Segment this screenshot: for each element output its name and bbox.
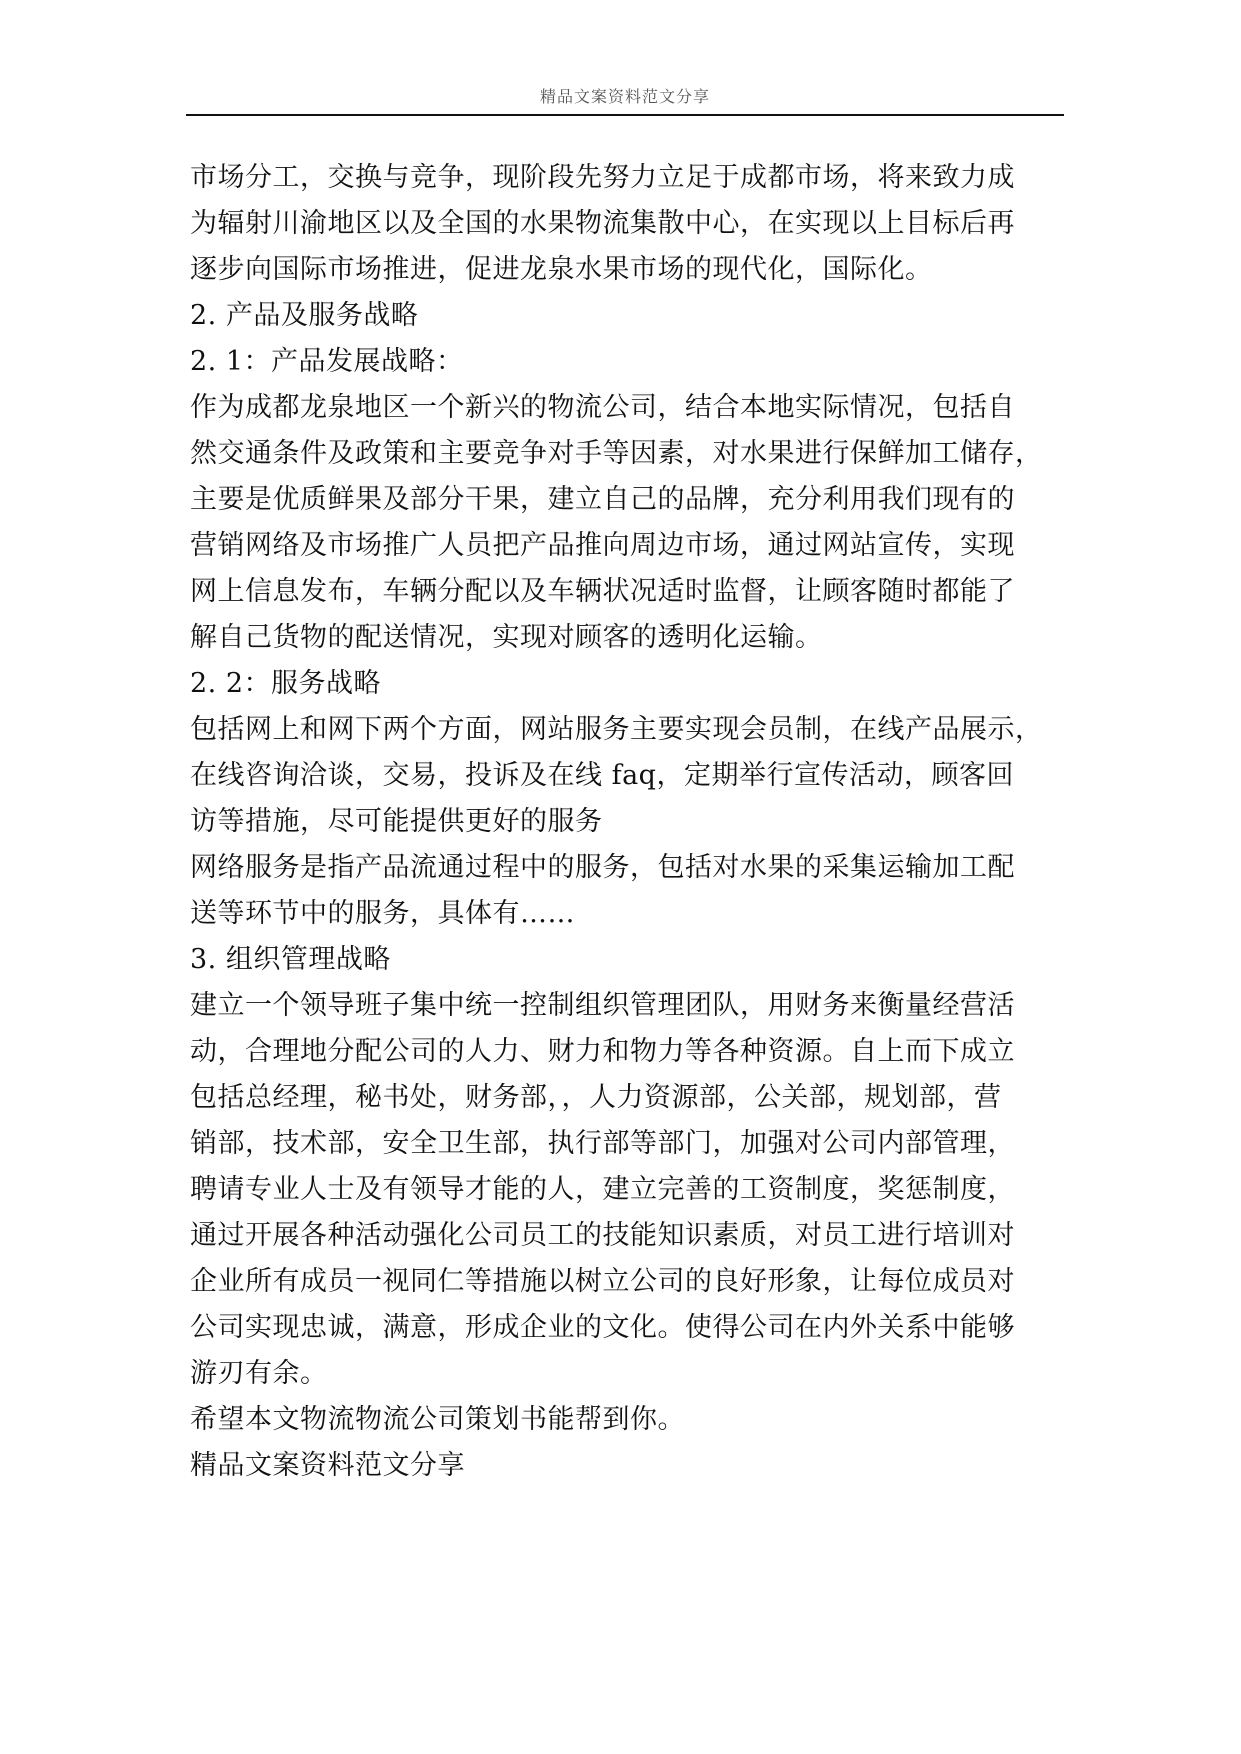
text-line: 在线咨询洽谈，交易，投诉及在线 faq，定期举行宣传活动，顾客回 bbox=[190, 760, 1014, 791]
text-line: 访等措施，尽可能提供更好的服务 bbox=[190, 806, 603, 837]
text-line: 市场分工，交换与竞争，现阶段先努力立足于成都市场，将来致力成 bbox=[190, 162, 1015, 193]
section-heading: 2. 产品及服务战略 bbox=[190, 300, 419, 331]
text-line: 通过开展各种活动强化公司员工的技能知识素质，对员工进行培训对 bbox=[190, 1220, 1015, 1251]
text-line: 为辐射川渝地区以及全国的水果物流集散中心，在实现以上目标后再 bbox=[190, 208, 1015, 239]
text-line: 公司实现忠诚，满意，形成企业的文化。使得公司在内外关系中能够 bbox=[190, 1312, 1015, 1343]
subsection-heading: 2. 2：服务战略 bbox=[190, 668, 382, 699]
text-line: 然交通条件及政策和主要竞争对手等因素，对水果进行保鲜加工储存， bbox=[190, 438, 1043, 469]
closing-line: 希望本文物流物流公司策划书能帮到你。 bbox=[190, 1404, 685, 1435]
text-line: 游刃有余。 bbox=[190, 1358, 328, 1389]
text-line: 动，合理地分配公司的人力、财力和物力等各种资源。自上而下成立 bbox=[190, 1036, 1015, 1067]
text-line: 主要是优质鲜果及部分干果，建立自己的品牌，充分利用我们现有的 bbox=[190, 484, 1015, 515]
text-line: 销部，技术部，安全卫生部，执行部等部门，加强对公司内部管理， bbox=[190, 1128, 1015, 1159]
text-line: 解自己货物的配送情况，实现对顾客的透明化运输。 bbox=[190, 622, 823, 653]
text-line: 逐步向国际市场推进，促进龙泉水果市场的现代化，国际化。 bbox=[190, 254, 933, 285]
footer-text: 精品文案资料范文分享 bbox=[190, 1450, 465, 1481]
document-body bbox=[190, 155, 1070, 1489]
text-line: 网上信息发布，车辆分配以及车辆状况适时监督，让顾客随时都能了 bbox=[190, 576, 1015, 607]
text-line: 建立一个领导班子集中统一控制组织管理团队，用财务来衡量经营活 bbox=[190, 990, 1015, 1021]
text-line: 包括总经理，秘书处，财务部，，人力资源部，公关部，规划部，营 bbox=[190, 1082, 1002, 1113]
section-heading: 3. 组织管理战略 bbox=[190, 944, 391, 975]
header-divider bbox=[186, 114, 1064, 116]
page-header: 精品文案资料范文分享 bbox=[539, 87, 710, 106]
text-line: 营销网络及市场推广人员把产品推向周边市场，通过网站宣传，实现 bbox=[190, 530, 1015, 561]
text-line: 网络服务是指产品流通过程中的服务，包括对水果的采集运输加工配 bbox=[190, 852, 1015, 883]
text-line: 聘请专业人士及有领导才能的人，建立完善的工资制度，奖惩制度， bbox=[190, 1174, 1015, 1205]
text-line: 作为成都龙泉地区一个新兴的物流公司，结合本地实际情况，包括自 bbox=[190, 392, 1015, 423]
subsection-heading: 2. 1：产品发展战略： bbox=[190, 346, 464, 377]
text-line: 包括网上和网下两个方面，网站服务主要实现会员制，在线产品展示， bbox=[190, 714, 1043, 745]
text-line: 送等环节中的服务，具体有…… bbox=[190, 898, 575, 929]
text-line: 企业所有成员一视同仁等措施以树立公司的良好形象，让每位成员对 bbox=[190, 1266, 1015, 1297]
